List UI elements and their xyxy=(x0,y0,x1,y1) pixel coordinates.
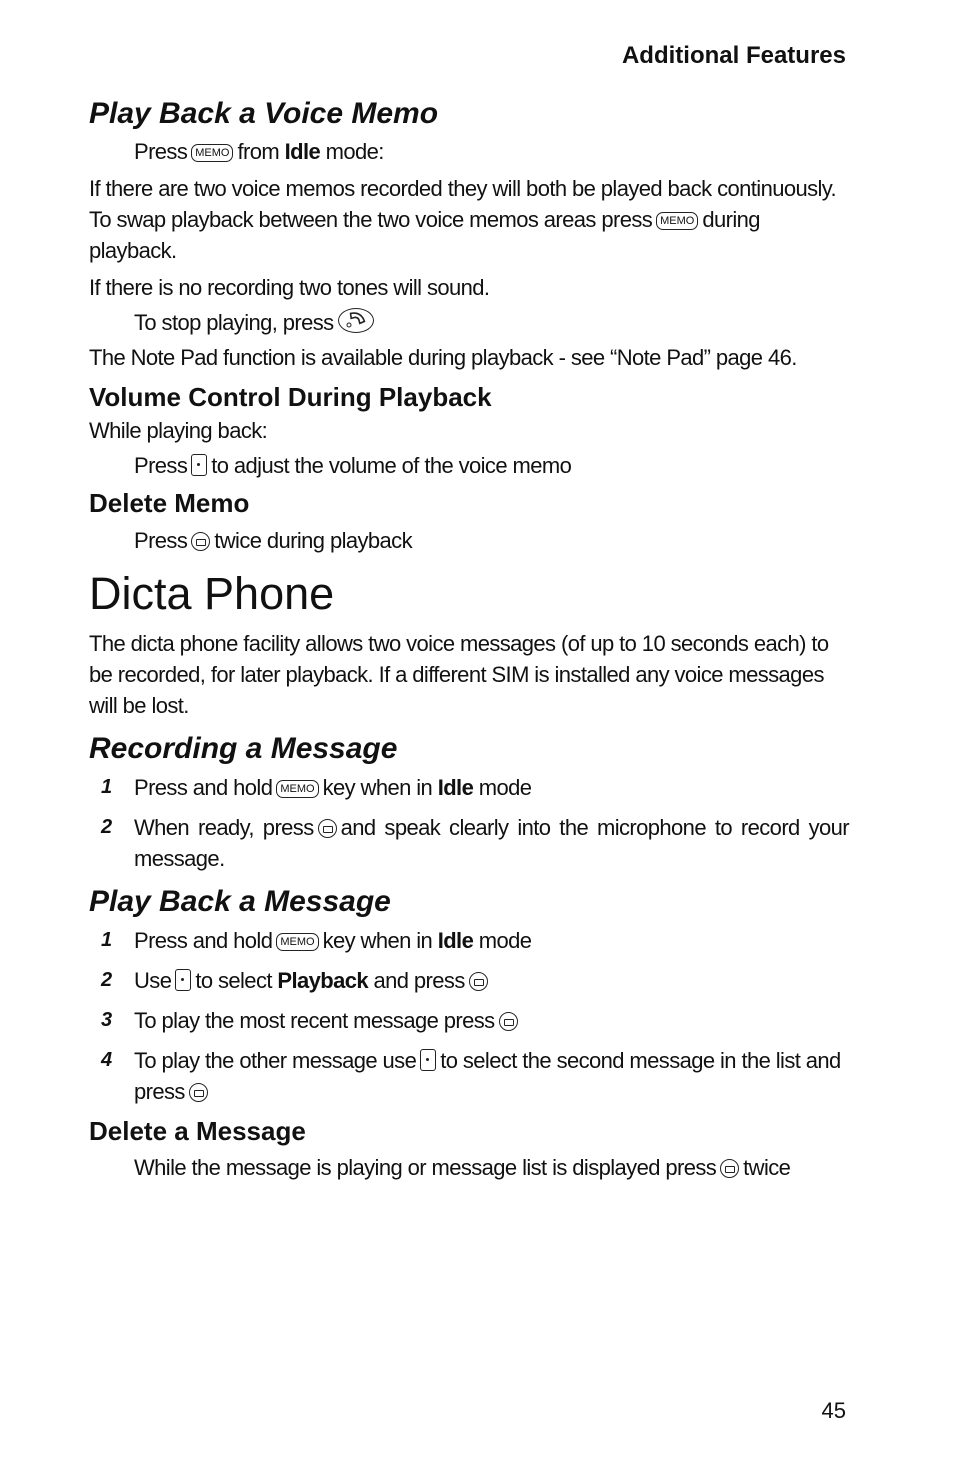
playback-step xyxy=(89,965,849,996)
while-playing-text: While playing back: xyxy=(89,418,268,443)
soft-key-icon xyxy=(720,1159,739,1178)
step-number: 4 xyxy=(101,1049,113,1071)
memo-key-icon: MEMO xyxy=(276,780,318,798)
subheading-volume-control: Volume Control During Playback xyxy=(89,382,492,412)
soft-key-icon xyxy=(499,1012,518,1031)
memo-key-icon: MEMO xyxy=(276,933,318,951)
soft-key-icon xyxy=(191,532,210,551)
playback-step xyxy=(89,1045,849,1107)
dicta-phone-intro: The dicta phone facility allows two voice messages (of up to 10 seconds each) to be recorded, for later playback. If a different SIM is installed any voice messages will be lost. xyxy=(89,631,829,718)
soft-key-icon xyxy=(469,972,488,991)
memo-key-icon: MEMO xyxy=(656,212,698,230)
page-content xyxy=(89,94,849,1183)
navigation-key-icon xyxy=(175,969,191,991)
step-number: 1 xyxy=(101,776,113,798)
step-text: Press and hold MEMO key when in Idle mode xyxy=(134,775,532,800)
recording-step xyxy=(89,812,849,874)
playback-step xyxy=(89,1005,849,1036)
step-text: Press and hold MEMO key when in Idle mode xyxy=(134,928,532,953)
step-number: 1 xyxy=(101,929,113,951)
recording-step xyxy=(89,772,849,803)
delete-memo-instruction: Press twice during playback xyxy=(134,528,412,553)
delete-message-instruction: While the message is playing or message list is displayed press twice xyxy=(134,1155,791,1180)
step-number: 2 xyxy=(101,969,113,991)
soft-key-icon xyxy=(318,819,337,838)
navigation-key-icon xyxy=(191,454,207,476)
section-heading-recording: Recording a Message xyxy=(89,732,398,765)
running-header: Additional Features xyxy=(621,42,846,69)
chapter-title: Dicta Phone xyxy=(89,568,335,619)
step-number: 3 xyxy=(101,1009,113,1031)
volume-instruction: Press to adjust the volume of the voice memo xyxy=(134,453,572,478)
play-back-instruction: Press MEMO from Idle mode: xyxy=(134,139,384,164)
navigation-key-icon xyxy=(420,1049,436,1071)
playback-step xyxy=(89,925,849,956)
note-pad-paragraph: The Note Pad function is available during playback - see “Note Pad” page 46. xyxy=(89,345,797,370)
no-recording-paragraph: If there is no recording two tones will sound. xyxy=(89,275,490,300)
step-text: Use to select Playback and press xyxy=(134,965,849,996)
step-text: When ready, press and speak clearly into the microphone to record your message. xyxy=(134,815,849,871)
memo-key-icon: MEMO xyxy=(191,144,233,162)
soft-key-icon xyxy=(189,1083,208,1102)
subheading-delete-memo: Delete Memo xyxy=(89,488,250,518)
stop-playing-instruction: To stop playing, press xyxy=(89,307,849,338)
step-text: To play the most recent message press xyxy=(134,1005,849,1036)
section-heading-play-back-message: Play Back a Message xyxy=(89,885,391,918)
end-call-key-icon xyxy=(338,308,374,333)
step-number: 2 xyxy=(101,816,113,838)
step-text: To play the other message use to select the second message in the list and press xyxy=(134,1048,841,1104)
subheading-delete-message: Delete a Message xyxy=(89,1116,306,1146)
two-memos-paragraph: If there are two voice memos recorded they will both be played back continuously. To swap playback between the two voice memos areas press MEMO during playback. xyxy=(89,176,837,263)
section-heading-play-back-voice-memo: Play Back a Voice Memo xyxy=(89,97,439,130)
page-number: 45 xyxy=(821,1398,846,1423)
